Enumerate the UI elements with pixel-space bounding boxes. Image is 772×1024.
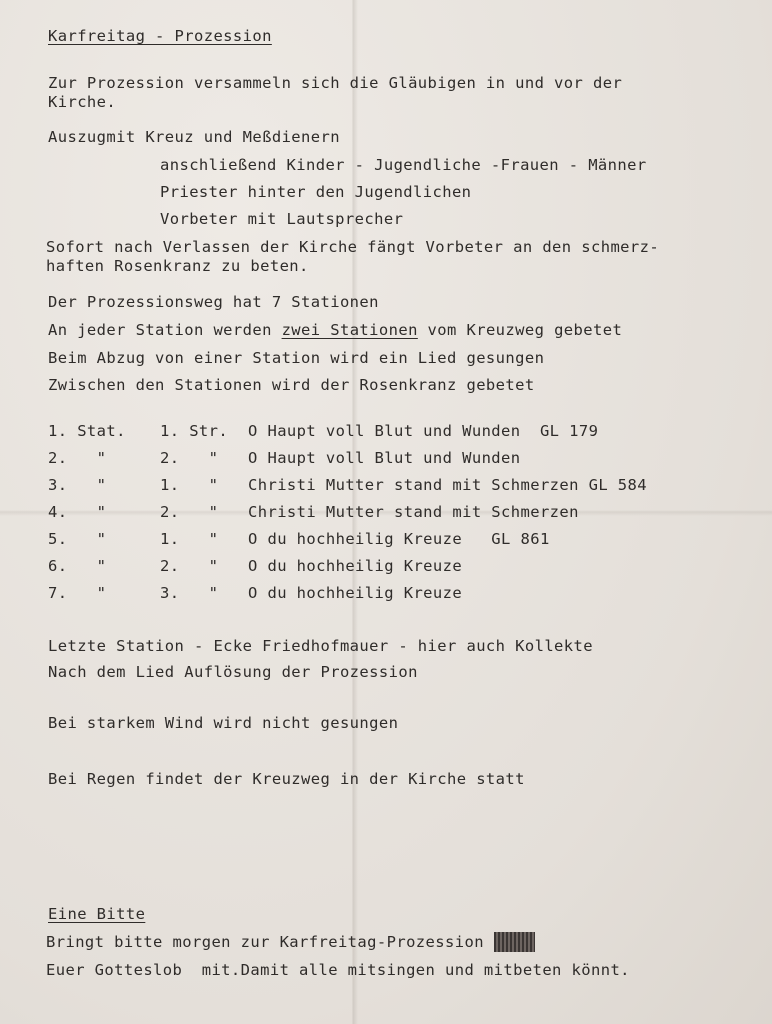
weg-line-1: Der Prozessionsweg hat 7 Stationen: [48, 293, 379, 311]
weg-line-2-underlined: zwei Stationen: [281, 321, 418, 339]
weg-line-2-pre: An jeder Station werden: [48, 321, 282, 339]
station-row: [0, 556, 772, 578]
auszug-line-6: haften Rosenkranz zu beten.: [46, 257, 309, 275]
station-number: 1. Stat.: [48, 422, 126, 440]
station-number: 3. ": [48, 476, 107, 494]
auszug-line-2: anschließend Kinder - Jugendliche -Frauen - Männer: [160, 156, 647, 174]
stanza-number: 1. ": [160, 476, 219, 494]
station-row: [0, 529, 772, 551]
station-row: [0, 583, 772, 605]
struck-out-text: [494, 932, 535, 952]
auszug-line-5: Sofort nach Verlassen der Kirche fängt Vorbeter an den schmerz-: [46, 238, 660, 256]
weg-line-2-post: vom Kreuzweg gebetet: [417, 321, 623, 339]
wind-note: Bei starkem Wind wird nicht gesungen: [48, 714, 399, 732]
song-title: O Haupt voll Blut und Wunden: [248, 449, 521, 467]
weg-line-4: Zwischen den Stationen wird der Rosenkranz gebetet: [48, 376, 535, 394]
station-number: 6. ": [48, 557, 107, 575]
station-row: [0, 448, 772, 470]
station-number: 4. ": [48, 503, 107, 521]
bitte-line-1-text: Bringt bitte morgen zur Karfreitag-Prozession: [46, 933, 494, 951]
weg-line-3: Beim Abzug von einer Station wird ein Lied gesungen: [48, 349, 545, 367]
bitte-line-2: Euer Gotteslob mit.Damit alle mitsingen und mitbeten könnt.: [46, 961, 630, 979]
document-title: Karfreitag - Prozession: [48, 27, 272, 45]
stanza-number: 2. ": [160, 503, 219, 521]
stanza-number: 3. ": [160, 584, 219, 602]
ending-line-1: Letzte Station - Ecke Friedhofmauer - hier auch Kollekte: [48, 637, 593, 655]
auszug-line-4: Vorbeter mit Lautsprecher: [160, 210, 404, 228]
weg-line-2: [48, 320, 622, 340]
song-title: Christi Mutter stand mit Schmerzen: [248, 503, 579, 521]
station-number: 2. ": [48, 449, 107, 467]
station-row: [0, 502, 772, 524]
ending-line-2: Nach dem Lied Auflösung der Prozession: [48, 663, 418, 681]
song-title: O du hochheilig Kreuze: [248, 557, 463, 575]
song-title: O Haupt voll Blut und Wunden GL 179: [248, 422, 599, 440]
stanza-number: 2. ": [160, 449, 219, 467]
song-title: Christi Mutter stand mit Schmerzen GL 584: [248, 476, 648, 494]
auszug-line-1: Auszugmit Kreuz und Meßdienern: [48, 128, 340, 146]
bitte-line-1: [46, 932, 535, 952]
stanza-number: 1. Str.: [160, 422, 229, 440]
song-title: O du hochheilig Kreuze GL 861: [248, 530, 550, 548]
station-number: 5. ": [48, 530, 107, 548]
rain-note: Bei Regen findet der Kreuzweg in der Kirche statt: [48, 770, 525, 788]
station-row: [0, 421, 772, 443]
song-title: O du hochheilig Kreuze: [248, 584, 463, 602]
auszug-line-3: Priester hinter den Jugendlichen: [160, 183, 472, 201]
station-row: [0, 475, 772, 497]
station-number: 7. ": [48, 584, 107, 602]
intro-line-2: Kirche.: [48, 93, 117, 111]
bitte-heading: Eine Bitte: [48, 905, 146, 923]
intro-line-1: Zur Prozession versammeln sich die Gläubigen in und vor der: [48, 74, 623, 92]
stanza-number: 2. ": [160, 557, 219, 575]
stanza-number: 1. ": [160, 530, 219, 548]
